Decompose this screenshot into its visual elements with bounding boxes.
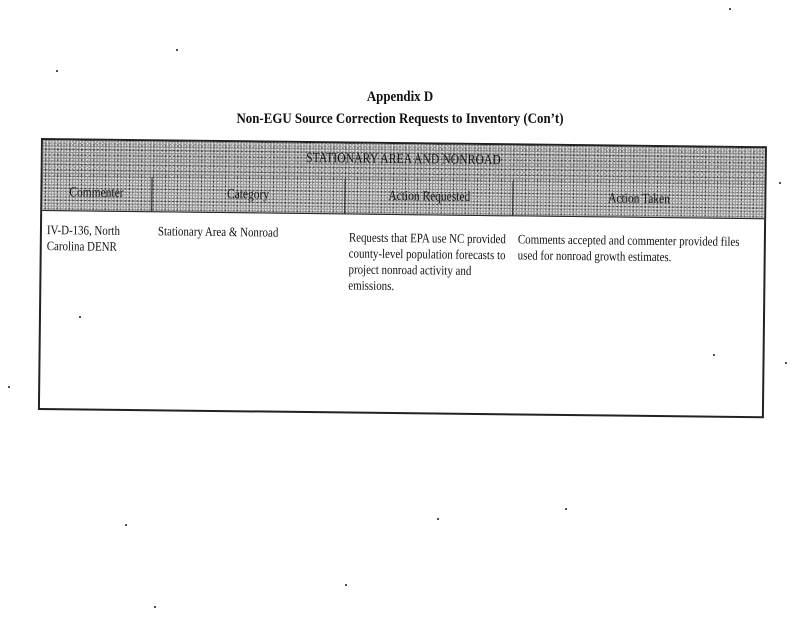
column-header-category: Category [152, 177, 345, 213]
scan-speck [437, 518, 439, 520]
column-header-action-taken: Action Taken [607, 191, 670, 208]
column-header-commenter: Commenter [42, 176, 152, 211]
scan-speck [565, 508, 567, 510]
scan-speck [785, 362, 787, 364]
scan-speck [125, 524, 127, 526]
cell-action-taken: Comments accepted and commenter provided files used for nonroad growth estimates. [517, 231, 740, 265]
section-title: STATIONARY AREA AND NONROAD [306, 151, 502, 169]
cell-commenter: IV-D-136, North Carolina DENR [46, 222, 121, 254]
scan-speck [713, 354, 715, 356]
appendix-title: Appendix D [366, 89, 434, 105]
table-row [40, 210, 764, 414]
document-header [0, 86, 800, 130]
column-header-action-requested: Action Requested [345, 179, 513, 215]
scan-speck [729, 8, 731, 10]
scan-speck [8, 386, 10, 388]
scan-speck [779, 182, 781, 184]
scan-speck [79, 316, 81, 318]
correction-requests-table [38, 138, 767, 418]
scan-speck [176, 49, 178, 51]
appendix-subtitle: Non-EGU Source Correction Requests to Inventory (Con’t) [236, 111, 564, 127]
cell-action-requested: Requests that EPA use NC provided county-level population forecasts to project nonroad activity and emissions. [348, 229, 506, 294]
cell-category: Stationary Area & Nonroad [157, 223, 279, 240]
scan-speck [56, 70, 58, 72]
scan-speck [345, 584, 347, 586]
scan-speck [154, 606, 156, 608]
